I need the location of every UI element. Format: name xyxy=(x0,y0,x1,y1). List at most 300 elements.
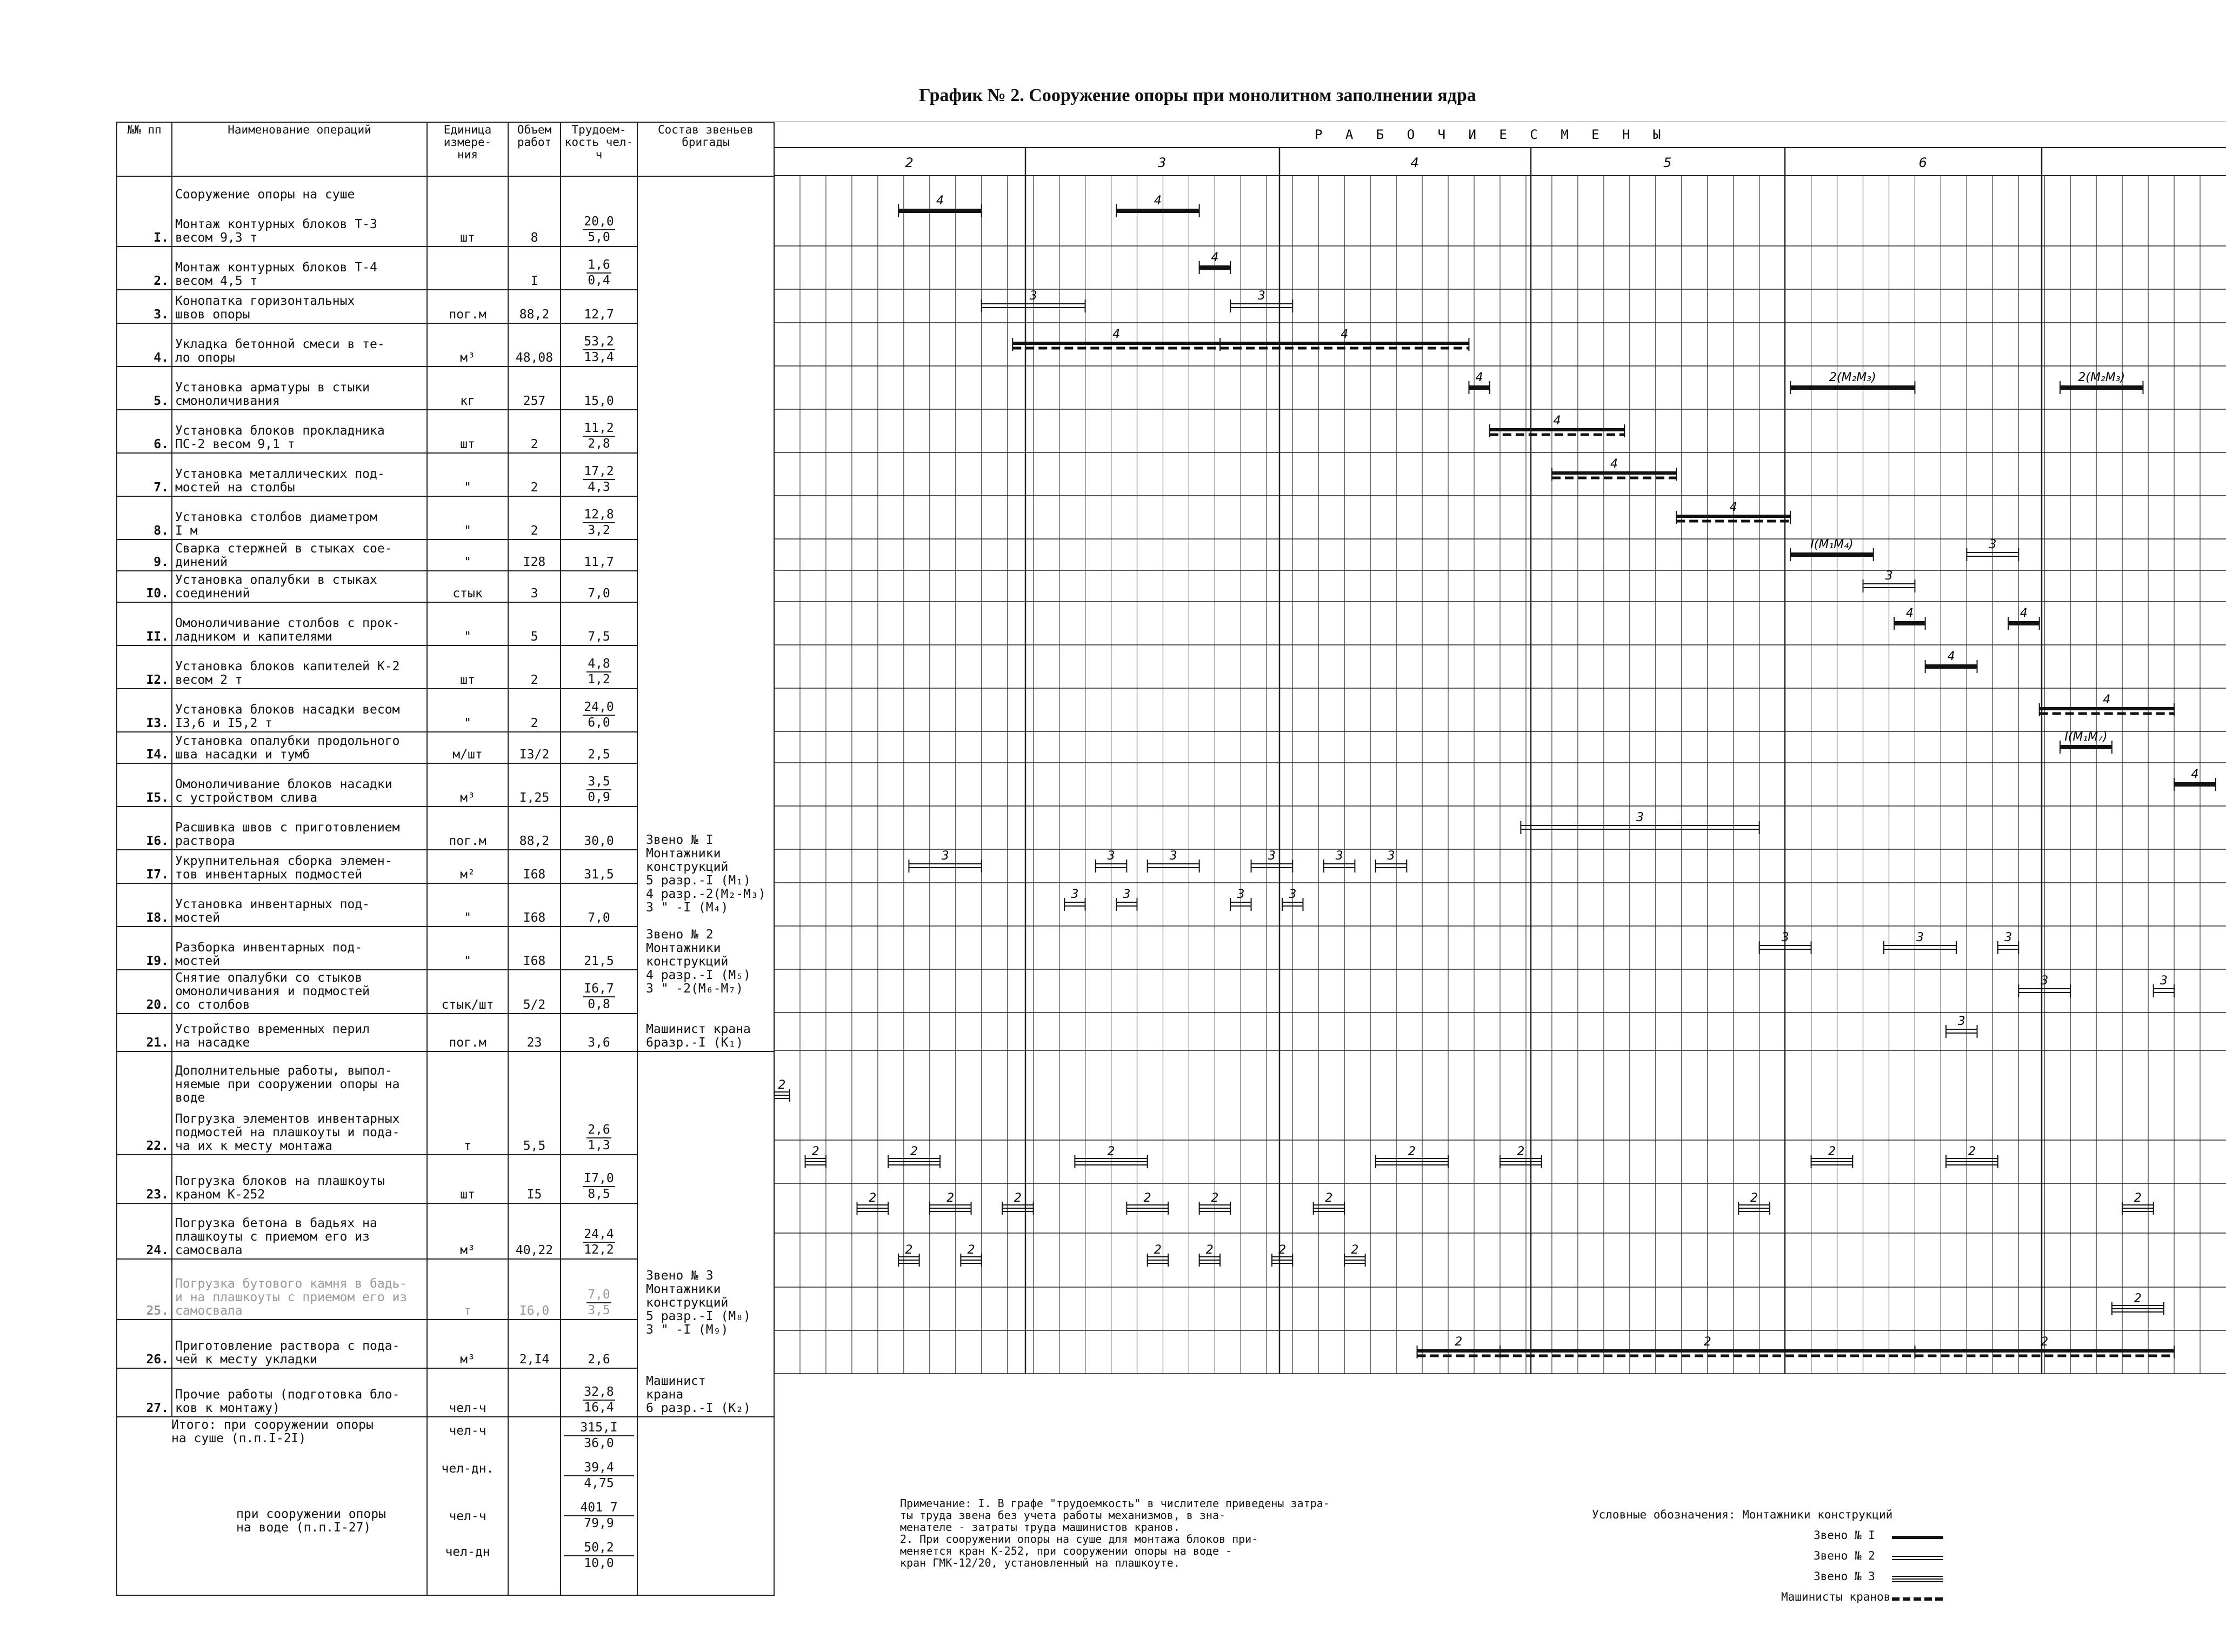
gantt-bar xyxy=(1998,931,2018,954)
operation-name xyxy=(172,1320,427,1368)
unit-cell: чел-ч xyxy=(427,1368,508,1417)
labor-cell xyxy=(561,1014,637,1051)
totals-top: 50,2 xyxy=(564,1541,634,1556)
bar-crew-label: 2 xyxy=(2041,1335,2049,1349)
gantt-bar-crew-3 xyxy=(805,1145,826,1168)
bar-crew-label: 4 xyxy=(1154,194,1162,208)
bar-crew-label: 4 xyxy=(1610,457,1618,471)
totals-top: 315,I xyxy=(564,1421,634,1436)
row-number: 2. xyxy=(117,247,172,290)
operation-name-text: Прочие работы (подготовка бло- ков к монтажу) xyxy=(175,1388,400,1415)
unit-cell: " xyxy=(427,453,508,496)
row-number: I2. xyxy=(117,645,172,689)
row-number: 25. xyxy=(117,1259,172,1320)
bar-crew-label: 2 xyxy=(1517,1145,1525,1158)
gantt-bar xyxy=(1946,1015,1977,1038)
bar-crew-1 xyxy=(1894,621,1925,625)
volume-cell: I28 xyxy=(508,539,561,571)
bar-crew-1 xyxy=(1199,265,1231,270)
operation-name-text: Установка металлических под- мостей на столбы xyxy=(175,467,385,495)
bar-crew-label: 3 xyxy=(1169,849,1177,863)
bar-crew-label: 4 xyxy=(1112,328,1121,341)
row-number: I5. xyxy=(117,763,172,807)
bar-crew-label: 3 xyxy=(1268,849,1276,863)
totals-unit: чел-ч xyxy=(449,1509,486,1523)
labor-cell xyxy=(561,732,637,763)
bar-crew-label: 2 xyxy=(1143,1191,1151,1205)
labor-cell xyxy=(561,883,637,927)
volume-cell: 5 xyxy=(508,602,561,645)
totals-units xyxy=(427,1417,508,1595)
labor-crew: 24,0 xyxy=(583,700,615,716)
bar-crew-label: 3 xyxy=(2160,974,2168,988)
bar-crew-label: 4 xyxy=(1475,371,1483,384)
legend xyxy=(1592,1504,1892,1607)
row-number: 27. xyxy=(117,1368,172,1417)
crew-land xyxy=(637,176,774,1051)
totals-label xyxy=(117,1417,427,1595)
gantt-bar-crew-3 xyxy=(961,1243,981,1267)
unit-cell: пог.м xyxy=(427,290,508,323)
labor-cell xyxy=(561,290,637,323)
volume-cell: 88,2 xyxy=(508,290,561,323)
operation-name xyxy=(172,290,427,323)
row-number: I3. xyxy=(117,689,172,732)
gantt-bar xyxy=(1676,501,1790,524)
unit-cell: т xyxy=(427,1259,508,1320)
operation-name xyxy=(172,1203,427,1259)
bar-crew-label: 2 xyxy=(910,1145,918,1158)
labor-cell xyxy=(561,410,637,453)
labor-crew: 2,6 xyxy=(588,1353,610,1367)
gantt-bar xyxy=(1376,849,1407,872)
volume-cell: 40,22 xyxy=(508,1203,561,1259)
gantt-bar xyxy=(2174,768,2216,791)
bar-crew-label: 3 xyxy=(1781,931,1789,944)
operation-name-text: Установка опалубки в стыках соединений xyxy=(175,573,377,601)
bar-crew-label: 3 xyxy=(1989,538,1997,551)
labor-crane: 16,4 xyxy=(584,1401,614,1415)
bar-crew-label: 2 xyxy=(1968,1145,1976,1158)
gantt-bar xyxy=(1148,849,1199,872)
labor-cell xyxy=(561,1368,637,1417)
gantt-bar-crew-3 xyxy=(1075,1145,1147,1168)
labor-crew: 17,2 xyxy=(583,464,615,480)
bar-crew-label: I(М₁М₄) xyxy=(1810,538,1854,551)
bar-crew-1 xyxy=(1925,664,1977,669)
bar-crew-label: 2 xyxy=(1455,1335,1463,1349)
labor-crew: 53,2 xyxy=(583,335,615,350)
labor-crew: 3,5 xyxy=(587,775,611,790)
labor-crane: 3,5 xyxy=(588,1303,610,1318)
gantt-bar-crew-3 xyxy=(1199,1243,1220,1267)
operation-name-text: Разборка инвентарных под- мостей xyxy=(175,941,363,968)
bar-crew-label: 2 xyxy=(1211,1191,1219,1205)
gantt-bar-crew-3 xyxy=(1344,1243,1365,1267)
labor-crew: 32,8 xyxy=(583,1385,615,1401)
header-volume: Объем работ xyxy=(508,122,561,176)
labor-crew: 3,6 xyxy=(588,1036,610,1050)
operation-name-text: Омоноличивание столбов с прок- ладником и капителями xyxy=(175,616,400,644)
row-number: 4. xyxy=(117,323,172,367)
page-title: График № 2. Сооружение опоры при монолитном заполнении ядра xyxy=(919,85,1476,105)
bar-crew-label: 2 xyxy=(1408,1145,1416,1158)
legend-swatch-crane xyxy=(1892,1596,1943,1602)
shift-number: 4 xyxy=(1410,155,1419,170)
unit-cell: шт xyxy=(427,645,508,689)
labor-crew: 12,7 xyxy=(584,308,614,322)
bar-crew-1 xyxy=(1790,385,1915,390)
operation-name xyxy=(172,645,427,689)
gantt-bar xyxy=(1064,888,1085,911)
bar-crew-label: 4 xyxy=(1729,501,1737,514)
row-number: 5. xyxy=(117,367,172,410)
labor-crew: 30,0 xyxy=(584,834,614,848)
bar-crew-label: 3 xyxy=(1029,289,1037,303)
labor-crane: 4,3 xyxy=(588,480,610,494)
operation-name xyxy=(172,453,427,496)
operation-name-text: Монтаж контурных блоков Т-3 весом 9,3 т xyxy=(175,217,377,245)
row-number: I8. xyxy=(117,883,172,927)
gantt-bar xyxy=(1884,931,1956,954)
legend-swatch-crew-1 xyxy=(1892,1535,1943,1540)
totals-fraction xyxy=(564,1501,634,1531)
legend-crew-1: Звено № I xyxy=(1592,1525,1892,1546)
labor-crew: 7,0 xyxy=(587,1288,611,1303)
labor-fraction xyxy=(587,775,611,805)
gantt-bar xyxy=(1790,371,1915,394)
bar-crew-label: 4 xyxy=(1947,650,1955,663)
unit-cell: м³ xyxy=(427,1203,508,1259)
bar-crew-label: 2 xyxy=(1205,1243,1214,1257)
labor-crane: 1,3 xyxy=(588,1138,610,1153)
operation-name xyxy=(172,927,427,970)
gantt-bar xyxy=(1490,414,1624,437)
totals-unit: чел-дн xyxy=(445,1545,490,1559)
volume-cell: 2 xyxy=(508,689,561,732)
gantt-bar xyxy=(1925,650,1977,673)
row-number: 8. xyxy=(117,496,172,539)
bar-crew-label: 2 xyxy=(778,1078,786,1092)
operation-name-text: Установка арматуры в стыки смоноличивания xyxy=(175,381,370,408)
volume-cell: 3 xyxy=(508,571,561,602)
labor-crew: 15,0 xyxy=(584,394,614,408)
volume-cell xyxy=(508,1368,561,1417)
gantt-bar xyxy=(1230,289,1292,312)
header-unit: Единица измере- ния xyxy=(427,122,508,176)
unit-cell: шт xyxy=(427,1155,508,1203)
labor-fraction xyxy=(583,508,615,538)
labor-crane: 5,0 xyxy=(588,230,610,244)
bar-crew-label: 3 xyxy=(1107,849,1115,863)
labor-crew: I7,0 xyxy=(583,1171,615,1187)
row-number: II. xyxy=(117,602,172,645)
labor-fraction xyxy=(583,335,615,365)
gantt-bar xyxy=(909,849,981,872)
labor-cell xyxy=(561,689,637,732)
totals-row xyxy=(117,1417,774,1595)
legend-swatch-crew-2 xyxy=(1892,1555,1943,1561)
crew-land-text: Звено № I Монтажники конструкций 5 разр.-I (М₁) 4 разр.-2(М₂-М₃) 3 " -I (М₄) Звено № 2 Монтажники конструкций 4 разр.-I (М₅) 3 " -2(М₆-М₇) Машинист крана 6разр.-I (К₁) xyxy=(646,833,766,1050)
gantt-bar xyxy=(1324,849,1355,872)
legend-crew-2: Звено № 2 xyxy=(1592,1546,1892,1566)
bar-crew-1 xyxy=(2008,621,2040,625)
labor-cell xyxy=(561,1259,637,1320)
labor-crew: 11,2 xyxy=(583,421,615,437)
operation-name-text: Устройство временных перил на насадке xyxy=(175,1022,370,1050)
operation-name xyxy=(172,367,427,410)
unit-cell: т xyxy=(427,1051,508,1155)
gantt-bar xyxy=(1894,607,1925,630)
operation-name-text: Монтаж контурных блоков Т-4 весом 4,5 т xyxy=(175,261,377,288)
unit-cell: " xyxy=(427,927,508,970)
operation-name-text: Укладка бетонной смеси в те- ло опоры xyxy=(175,337,385,365)
volume-cell: 2 xyxy=(508,410,561,453)
labor-crane: 0,9 xyxy=(588,790,610,804)
labor-crew: I6,7 xyxy=(583,982,615,997)
labor-fraction xyxy=(583,1227,615,1257)
bar-crew-label: 4 xyxy=(936,194,944,208)
operation-name-text: Погрузка элементов инвентарных подмостей на плашкоуты и пода- ча их к месту монтажа xyxy=(175,1111,400,1153)
shift-number: 5 xyxy=(1663,155,1672,170)
row-number: 9. xyxy=(117,539,172,571)
bar-crew-label: 4 xyxy=(2020,607,2028,620)
row-number: 6. xyxy=(117,410,172,453)
operation-name-text: Погрузка бетона в бадьях на плашкоуты с приемом его из самосвала xyxy=(175,1216,377,1258)
labor-fraction xyxy=(583,982,615,1012)
bar-crew-label: 2 xyxy=(1703,1335,1711,1349)
operation-name xyxy=(172,1368,427,1417)
labor-cell xyxy=(561,323,637,367)
unit-cell: пог.м xyxy=(427,807,508,850)
labor-cell xyxy=(561,453,637,496)
operation-name xyxy=(172,732,427,763)
labor-cell xyxy=(561,927,637,970)
operation-name xyxy=(172,1155,427,1203)
totals-unit: чел-ч xyxy=(449,1424,486,1438)
unit-cell: " xyxy=(427,689,508,732)
shifts-header: Р А Б О Ч И Е С М Е Н Ы xyxy=(1315,127,1669,142)
operation-name-text: Сварка стержней в стыках сое- динений xyxy=(175,542,392,569)
crew-water xyxy=(637,1051,774,1417)
volume-cell: 5/2 xyxy=(508,970,561,1014)
totals-bottom: 79,9 xyxy=(584,1516,614,1530)
operation-name xyxy=(172,539,427,571)
unit-cell: кг xyxy=(427,367,508,410)
row-number: 26. xyxy=(117,1320,172,1368)
gantt-bar xyxy=(2060,371,2143,394)
labor-crew: 2,5 xyxy=(588,748,610,762)
gantt-bar xyxy=(1790,538,1873,561)
bar-crew-label: 2 xyxy=(1278,1243,1287,1257)
bar-crew-1 xyxy=(1469,385,1489,390)
gantt-bar xyxy=(1116,194,1199,217)
bar-crew-label: 4 xyxy=(2191,768,2199,781)
operation-name xyxy=(172,571,427,602)
bar-crew-1 xyxy=(2060,745,2112,749)
gantt-bar-crew-3 xyxy=(1199,1191,1231,1215)
gantt-bar-crew-3 xyxy=(1500,1145,1542,1168)
labor-cell xyxy=(561,539,637,571)
gantt-chart xyxy=(774,122,2226,1614)
notes: Примечание: I. В графе "трудоемкость" в числителе приведены затра- ты труда звена без учета работы механизмов, в зна- менателе - затраты труда машинистов кранов. 2. При сооружении опоры на суше для монтажа блоков при- меняется кран К-252, при сооружении опоры на воде - кран ГМК-12/20, установленный на плашкоуте. xyxy=(900,1497,1330,1569)
labor-crew: 20,0 xyxy=(583,215,615,230)
labor-fraction xyxy=(583,1385,615,1415)
labor-cell xyxy=(561,176,637,247)
gantt-bar-crew-3 xyxy=(1127,1191,1168,1215)
gantt-bar xyxy=(2154,974,2174,997)
bar-crew-label: 3 xyxy=(1071,888,1079,901)
legend-crew-3: Звено № 3 xyxy=(1592,1566,1892,1587)
operation-name xyxy=(172,323,427,367)
gantt-bar xyxy=(2040,693,2174,716)
bar-crew-label: 2 xyxy=(967,1243,975,1257)
labor-cell xyxy=(561,496,637,539)
bar-crew-label: 2 xyxy=(811,1145,819,1158)
bar-crew-label: 3 xyxy=(1636,811,1644,824)
totals-water-label: при сооружении опоры на воде (п.п.I-27) xyxy=(236,1507,386,1535)
labor-cell xyxy=(561,807,637,850)
bar-crew-1 xyxy=(1790,552,1873,557)
bar-crew-label: 4 xyxy=(2103,693,2111,707)
volume-cell: 2 xyxy=(508,645,561,689)
bar-crew-label: 3 xyxy=(1335,849,1343,863)
unit-cell: пог.м xyxy=(427,1014,508,1051)
labor-crew: 21,5 xyxy=(584,954,614,968)
gantt-bar-crew-3 xyxy=(774,1078,790,1102)
unit-cell: шт xyxy=(427,410,508,453)
bar-crew-label: 3 xyxy=(1916,931,1924,944)
gantt-bar-crew-3 xyxy=(930,1191,971,1215)
operation-name xyxy=(172,496,427,539)
labor-cell xyxy=(561,850,637,883)
gantt-bar xyxy=(1417,1335,1500,1358)
labor-cell xyxy=(561,1203,637,1259)
totals-volume xyxy=(508,1417,561,1595)
operation-name xyxy=(172,883,427,927)
unit-cell: " xyxy=(427,539,508,571)
operation-name-text: Установка блоков насадки весом I3,6 и I5,2 т xyxy=(175,703,400,730)
bar-crew-label: 3 xyxy=(1123,888,1131,901)
operation-name-text: Приготовление раствора с пода- чей к месту укладки xyxy=(175,1339,400,1367)
operation-name xyxy=(172,602,427,645)
operation-name xyxy=(172,1051,427,1155)
labor-fraction xyxy=(583,700,615,730)
totals-fraction xyxy=(564,1461,634,1491)
totals-bottom: 4,75 xyxy=(584,1476,614,1490)
bar-crew-label: 2 xyxy=(1107,1145,1115,1158)
gantt-bar-crew-3 xyxy=(1148,1243,1168,1267)
totals-top: 39,4 xyxy=(564,1461,634,1476)
labor-cell xyxy=(561,645,637,689)
section-land: Сооружение опоры на суше xyxy=(175,188,355,202)
operation-name-text: Установка опалубки продольного шва насадки и тумб xyxy=(175,734,400,762)
totals-crew xyxy=(637,1417,774,1595)
volume-cell: 2 xyxy=(508,453,561,496)
unit-cell: м/шт xyxy=(427,732,508,763)
table-row xyxy=(117,1051,774,1155)
gantt-bar xyxy=(1552,457,1676,481)
labor-cell xyxy=(561,602,637,645)
row-number: 21. xyxy=(117,1014,172,1051)
operations-table xyxy=(116,122,775,1596)
row-number: 7. xyxy=(117,453,172,496)
labor-cell xyxy=(561,367,637,410)
operation-name-text: Погрузка бутового камня в бадь- и на плашкоуты с приемом его из самосвала xyxy=(175,1277,408,1318)
volume-cell: I6,0 xyxy=(508,1259,561,1320)
bar-crew-label: 2 xyxy=(1351,1243,1359,1257)
labor-crane: 6,0 xyxy=(588,716,610,730)
operation-name xyxy=(172,970,427,1014)
unit-cell: м³ xyxy=(427,323,508,367)
unit-cell: м³ xyxy=(427,1320,508,1368)
gantt-bar-crew-3 xyxy=(1738,1191,1770,1215)
unit-cell: стык xyxy=(427,571,508,602)
gantt-bar-crew-3 xyxy=(1376,1145,1448,1168)
operation-name-text: Погрузка блоков на плашкоуты краном К-252 xyxy=(175,1174,385,1202)
bar-crew-label: 3 xyxy=(1387,849,1395,863)
bar-crew-1 xyxy=(1116,209,1199,213)
labor-cell xyxy=(561,1051,637,1155)
unit-cell xyxy=(427,247,508,290)
totals-fraction xyxy=(564,1421,634,1451)
gantt-bar-crew-3 xyxy=(1314,1191,1345,1215)
labor-crew: 7,0 xyxy=(588,587,610,601)
unit-cell: шт xyxy=(427,176,508,247)
volume-cell: 8 xyxy=(508,176,561,247)
table-row xyxy=(117,176,774,247)
bar-crew-label: 2 xyxy=(1154,1243,1162,1257)
operation-name xyxy=(172,850,427,883)
operation-name xyxy=(172,247,427,290)
gantt-bar xyxy=(898,194,981,217)
bar-crew-label: 3 xyxy=(2004,931,2012,944)
bar-crew-label: 4 xyxy=(1341,328,1349,341)
gantt-bar-crew-3 xyxy=(2122,1191,2154,1215)
operation-name xyxy=(172,1259,427,1320)
gantt-bar-crew-3 xyxy=(2112,1292,2164,1315)
volume-cell: 2,I4 xyxy=(508,1320,561,1368)
gantt-bar-crew-3 xyxy=(1811,1145,1853,1168)
volume-cell: I xyxy=(508,247,561,290)
legend-crane: Машинисты кранов xyxy=(1592,1587,1892,1607)
operation-name xyxy=(172,689,427,732)
labor-fraction xyxy=(587,258,611,288)
unit-cell: м² xyxy=(427,850,508,883)
volume-cell: 88,2 xyxy=(508,807,561,850)
labor-crew: 1,6 xyxy=(587,258,611,274)
labor-crane: 12,2 xyxy=(584,1243,614,1257)
operation-name-text: Установка блоков прокладника ПС-2 весом 9,1 т xyxy=(175,424,385,451)
unit-cell: " xyxy=(427,602,508,645)
labor-crew: 7,5 xyxy=(588,630,610,644)
labor-crane: 2,8 xyxy=(588,437,610,451)
bar-crew-label: 2 xyxy=(2134,1191,2142,1205)
unit-cell: м³ xyxy=(427,763,508,807)
unit-cell: стык/шт xyxy=(427,970,508,1014)
labor-crane: 0,8 xyxy=(588,997,610,1011)
bar-crew-label: 4 xyxy=(1905,607,1914,620)
gantt-bar-crew-3 xyxy=(888,1145,940,1168)
labor-crew: 11,7 xyxy=(584,555,614,569)
bar-crew-label: 3 xyxy=(1957,1015,1965,1028)
gantt-bar-crew-3 xyxy=(1272,1243,1292,1267)
crew-water-crane-text: Машинист крана 6 разр.-I (К₂) xyxy=(646,1374,751,1415)
labor-fraction xyxy=(583,1171,615,1202)
operation-name-text: Расшивка швов с приготовлением раствора xyxy=(175,821,400,848)
header-labor: Трудоем- кость чел-ч xyxy=(561,122,637,176)
bar-crew-label: I(М₁М₇) xyxy=(2064,730,2108,744)
